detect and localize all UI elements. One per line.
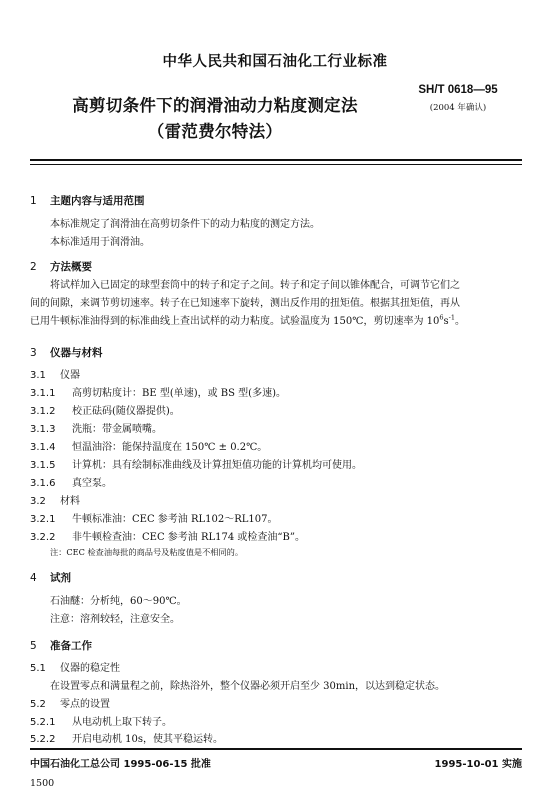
subsection-heading xyxy=(30,492,80,507)
superscript: -1 xyxy=(448,313,455,322)
subsection-heading xyxy=(30,366,80,381)
subsection-title: 零点的设置 xyxy=(60,699,110,710)
section-heading xyxy=(30,345,103,360)
list-item xyxy=(30,474,112,489)
paragraph-line: 本标准适用于润滑油。 xyxy=(50,237,150,248)
item-text: 恒温油浴：能保持温度在 150℃ ± 0.2℃。 xyxy=(72,442,268,453)
document-title: 高剪切条件下的润滑油动力粘度测定法 xyxy=(72,96,358,115)
item-text: 从电动机上取下转子。 xyxy=(72,717,172,728)
section-heading xyxy=(30,638,92,653)
item-text: 校正砝码(随仪器提供)。 xyxy=(72,406,180,417)
section-title: 主题内容与适用范围 xyxy=(50,195,145,207)
subsection-heading xyxy=(30,695,110,710)
item-text: 真空泵。 xyxy=(72,478,112,489)
item-number: 5.2.1 xyxy=(30,717,56,728)
section-number: 2 xyxy=(30,261,37,273)
superscript: 6 xyxy=(439,313,444,322)
section-title: 方法概要 xyxy=(50,261,92,273)
item-text: 高剪切粘度计：BE 型(单速)，或 BS 型(多速)。 xyxy=(72,388,286,399)
effective-date: 1995-10-01 实施 xyxy=(434,759,522,770)
item-number: 3.1.2 xyxy=(30,406,56,417)
section-heading xyxy=(30,193,145,208)
list-item xyxy=(30,730,223,745)
document-subtitle: （雷范费尔特法） xyxy=(147,122,283,141)
confirmation-year: (2004 年确认) xyxy=(429,103,487,113)
section-number: 3 xyxy=(30,347,37,359)
item-number: 3.1.6 xyxy=(30,478,56,489)
subsection-number: 3.1 xyxy=(30,370,46,381)
section-heading xyxy=(30,570,71,585)
list-item xyxy=(30,528,305,543)
item-number: 3.2.1 xyxy=(30,514,56,525)
list-item xyxy=(30,438,267,453)
paragraph-line: 本标准规定了润滑油在高剪切条件下的动力粘度的测定方法。 xyxy=(50,219,320,230)
section-title: 准备工作 xyxy=(50,640,92,652)
list-item xyxy=(30,420,162,435)
section-heading xyxy=(30,259,92,274)
section-number: 4 xyxy=(30,572,37,584)
paragraph-line: 注意：溶剂较轻，注意安全。 xyxy=(50,614,180,625)
note: 注：CEC 检查油每批的商品号及粘度值是不相同的。 xyxy=(50,547,244,557)
subsection-heading xyxy=(30,659,120,674)
header-rule-thin xyxy=(30,164,522,165)
list-item xyxy=(30,402,180,417)
subsection-number: 5.2 xyxy=(30,699,46,710)
header-rule xyxy=(30,159,522,161)
footer-rule xyxy=(30,748,522,750)
section-number: 1 xyxy=(30,195,37,207)
text-run: 。 xyxy=(454,316,465,327)
issuing-authority: 中华人民共和国石油化工行业标准 xyxy=(162,54,388,70)
list-item xyxy=(30,456,362,471)
list-item xyxy=(30,510,277,525)
section-number: 5 xyxy=(30,640,37,652)
approval-line: 中国石油化工总公司 1995-06-15 批准 xyxy=(30,759,211,770)
paragraph-line: 将试样加入已固定的球型套筒中的转子和定子之间。转子和定子间以锥体配合，可调节它们之 xyxy=(50,280,460,291)
item-text: 非牛顿检查油：CEC 参考油 RL174 或检查油“B”。 xyxy=(72,532,305,543)
paragraph-line: 石油醚：分析纯，60～90℃。 xyxy=(50,596,187,607)
item-number: 3.1.3 xyxy=(30,424,56,435)
subsection-title: 仪器的稳定性 xyxy=(60,663,120,674)
paragraph-line: 在设置零点和满量程之前，除热浴外，整个仪器必须开启至少 30min，以达到稳定状态。 xyxy=(50,681,446,692)
text-run: 已用牛顿标准油得到的标准曲线上查出试样的动力粘度。试验温度为 150℃，剪切速率为 10 xyxy=(30,316,440,327)
item-text: 计算机：具有绘制标准曲线及计算扭矩值功能的计算机均可使用。 xyxy=(72,460,362,471)
paragraph-line xyxy=(30,313,465,331)
list-item xyxy=(30,384,286,399)
list-item xyxy=(30,713,172,728)
subsection-number: 5.1 xyxy=(30,663,46,674)
section-title: 试剂 xyxy=(50,572,71,584)
subsection-title: 仪器 xyxy=(60,370,80,381)
subsection-number: 3.2 xyxy=(30,496,46,507)
paragraph-line: 间的间隙，来调节剪切速率。转子在已知速率下旋转，测出反作用的扭矩值。根据其扭矩值，再从 xyxy=(30,298,460,309)
item-text: 开启电动机 10s，使其平稳运转。 xyxy=(72,734,224,745)
item-number: 3.1.5 xyxy=(30,460,56,471)
standard-code: SH/T 0618—95 xyxy=(418,84,498,96)
text-run: s xyxy=(443,316,449,327)
section-title: 仪器与材料 xyxy=(50,347,103,359)
item-number: 3.1.4 xyxy=(30,442,56,453)
item-text: 牛顿标准油：CEC 参考油 RL102～RL107。 xyxy=(72,514,278,525)
item-text: 洗瓶：带金属喷嘴。 xyxy=(72,424,162,435)
subsection-title: 材料 xyxy=(60,496,80,507)
item-number: 3.2.2 xyxy=(30,532,56,543)
page-number: 1500 xyxy=(30,778,55,789)
item-number: 5.2.2 xyxy=(30,734,56,745)
item-number: 3.1.1 xyxy=(30,388,56,399)
